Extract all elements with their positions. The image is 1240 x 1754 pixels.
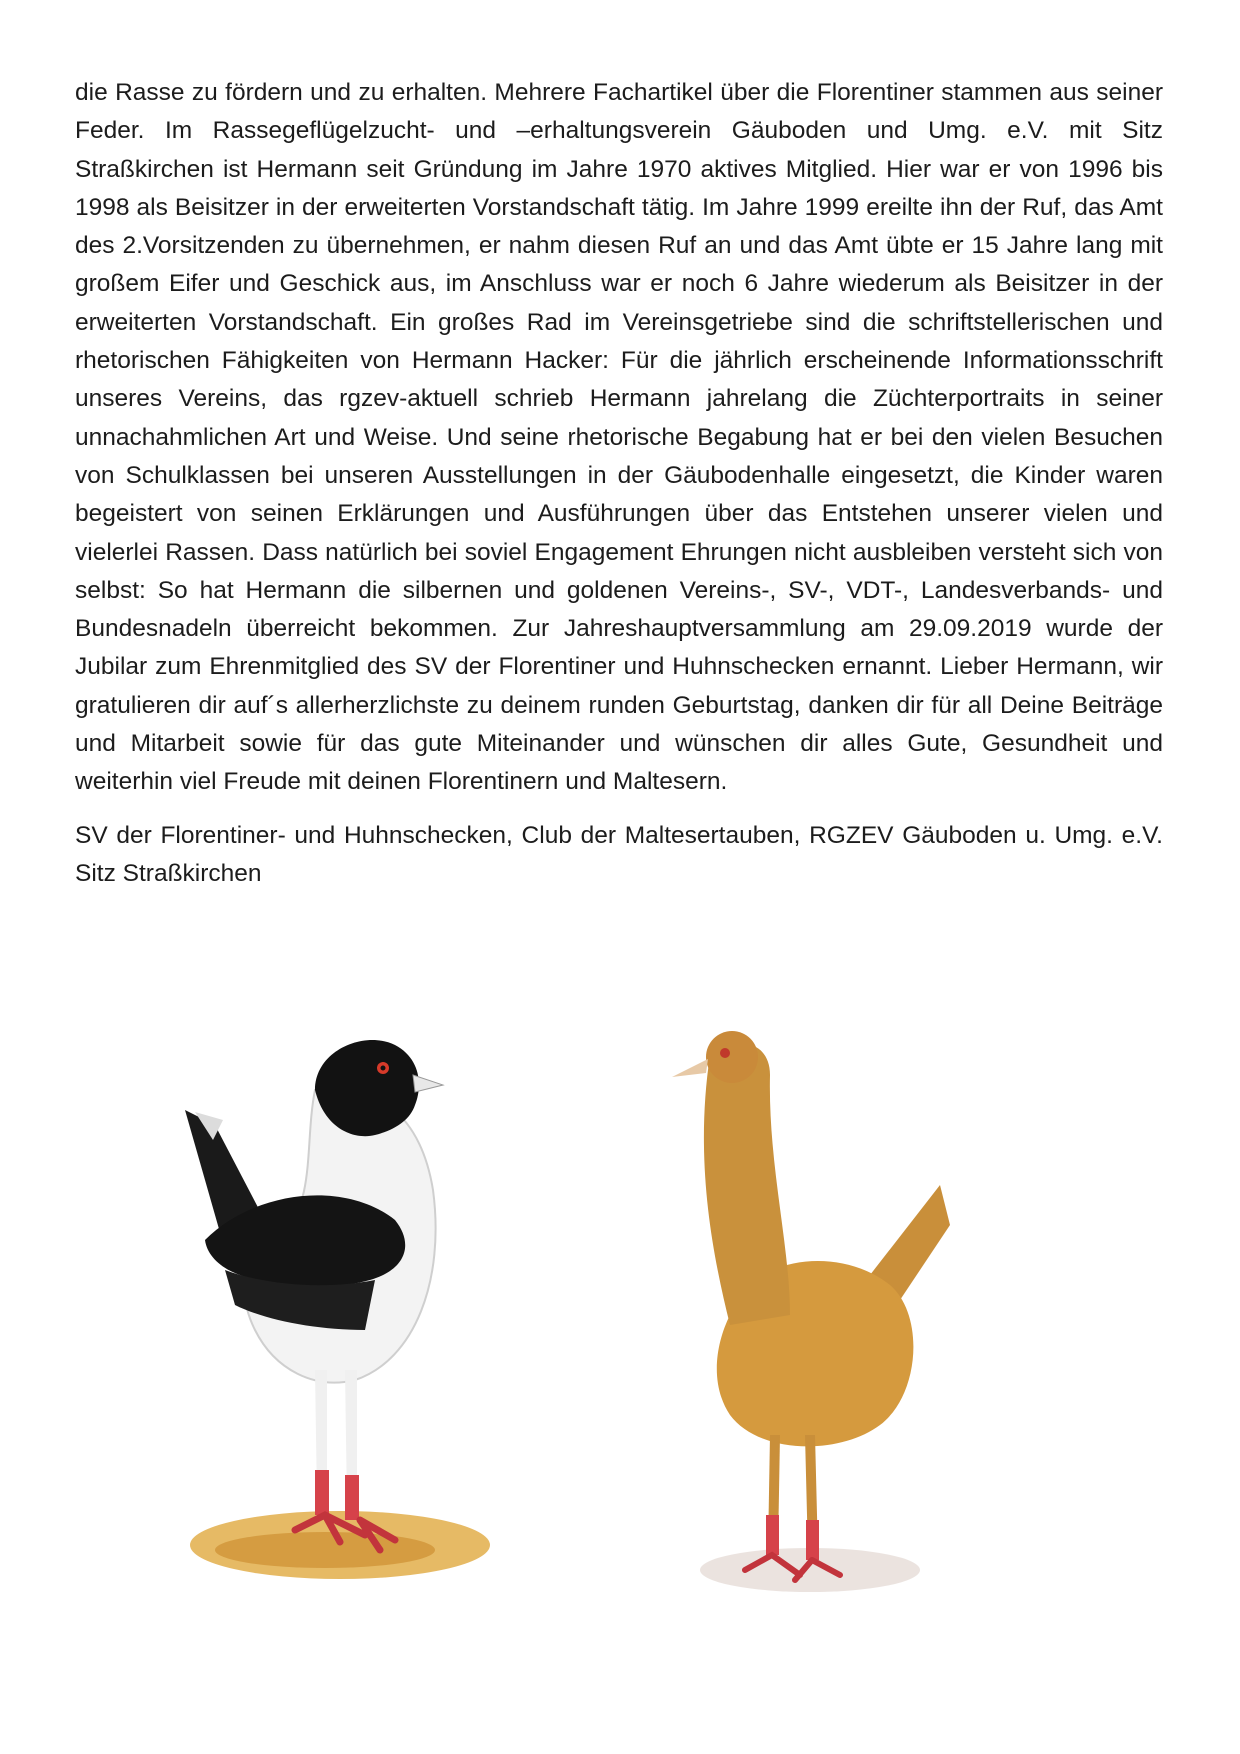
ground-shadow — [215, 1532, 435, 1568]
pigeon-black-white-svg — [165, 1030, 545, 1600]
eye — [720, 1048, 730, 1058]
foot-red-left — [766, 1515, 779, 1555]
article-signoff: SV der Florentiner- und Huhnschecken, Club der Maltesertauben, RGZEV Gäuboden u. Umg. e.V. Sitz Straßkirchen — [75, 821, 1163, 887]
article-paragraph: die Rasse zu fördern und zu erhalten. Mehrere Fachartikel über die Florentiner stammen aus seiner Feder. Im Rassegeflügelzucht- und –erhaltungsverein Gäuboden und Umg. e.V. mit Sitz Straßkirchen ist Hermann seit Gründung im Jahre 1970 aktives Mitglied. Hier war er von 1996 bis 1998 als Beisitzer in der erweiterten Vorstandschaft tätig. Im Jahre 1999 ereilte ihn der Ruf, das Amt des 2.Vorsitzenden zu übernehmen, er nahm diesen Ruf an und das Amt übte er 15 Jahre lang mit großem Eifer und Geschick aus, im Anschluss war er noch 6 Jahre wiederum als Beisitzer in der erweiterten Vorstandschaft. Ein großes Rad im Vereinsgetriebe sind die schriftstellerischen und rhetorischen Fähigkeiten von Hermann Hacker: Für die jährlich erscheinende Informationsschrift unseres Vereins, das rgzev-aktuell schrieb Hermann jahrelang die Züchterportraits in seiner unnachahmlichen Art und Weise. Und seine rhetorische Begabung hat er bei den vielen Besuchen von Schulklassen bei unseren Ausstellungen in der Gäubodenhalle eingesetzt, die Kinder waren begeistert von seinen Erklärungen und Ausführungen über das Entstehen unserer vielen und vielerlei Rassen. Dass natürlich bei soviel Engagement Ehrungen nicht ausbleiben versteht sich von selbst: So hat Hermann die silbernen und goldenen Vereins-, SV-, VDT-, Landesverbands- und Bundesnadeln überreicht bekommen. Zur Jahreshauptversammlung am 29.09.2019 wurde der Jubilar zum Ehrenmitglied des SV der Florentiner und Huhnschecken ernannt. Lieber Hermann, wir gratulieren dir auf´s allerherzlichste zu deinem runden Geburtstag, danken dir für all Deine Beiträge und Mitarbeit sowie für das gute Miteinander und wünschen dir alles Gute, Gesundheit und weiterhin viel Freude mit deinen Florentinern und Maltesern. — [75, 79, 1163, 796]
pigeon-yellow-svg — [650, 1015, 970, 1615]
foot-red-right — [806, 1520, 819, 1560]
pigeon-black-white-illustration — [165, 1030, 545, 1600]
foot-red-left — [315, 1470, 329, 1515]
pigeon-yellow-illustration — [650, 1015, 970, 1615]
head — [706, 1031, 758, 1083]
article-body — [75, 74, 1163, 893]
beak — [413, 1075, 443, 1092]
neck — [704, 1043, 790, 1325]
foot-red-right — [345, 1475, 359, 1520]
beak — [672, 1059, 708, 1077]
